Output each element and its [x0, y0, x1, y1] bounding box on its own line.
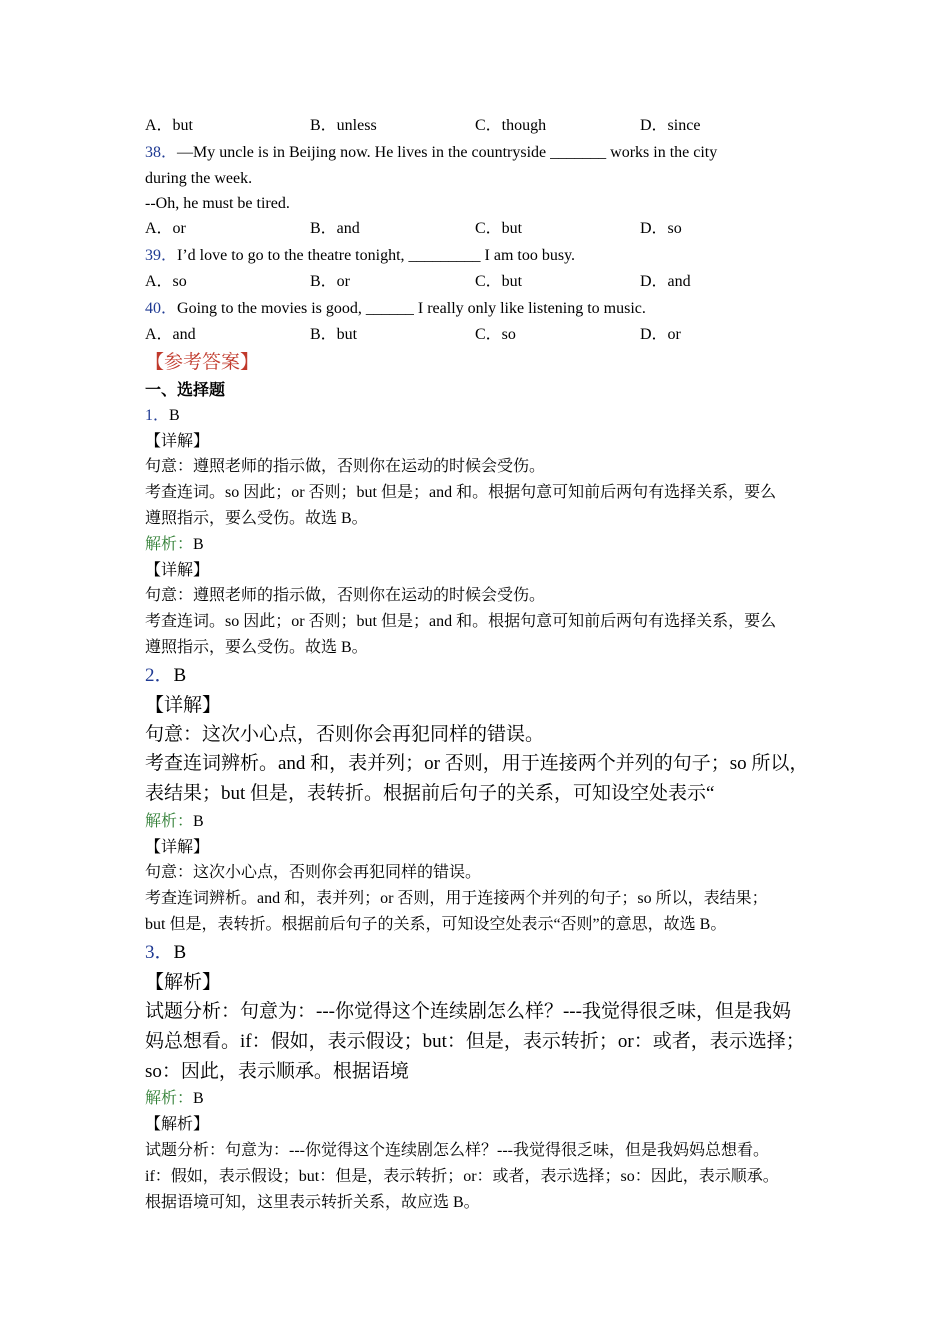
answer-2-detail-label-2: 【详解】 [145, 839, 210, 856]
answer-1-line: 句意：遵照老师的指示做，否则你在运动的时候会受伤。 [145, 458, 546, 475]
answer-3-line: if：假如，表示假设；but：但是，表示转折；or：或者，表示选择；so：因此，表示顺承。 [145, 1168, 779, 1185]
jiexi-label: 解析： [145, 536, 194, 553]
q38-stem-line3: --Oh, he must be tired. [145, 195, 290, 212]
q39-option-d: D．and [640, 273, 691, 290]
answer-3-jiexi [145, 1089, 204, 1109]
q40-text: Going to the movies is good, ______ I really only like listening to music. [177, 300, 646, 317]
section-title: 一、选择题 [145, 382, 226, 399]
answer-3-line: 根据语境可知，这里表示转折关系，故应选 B。 [145, 1194, 480, 1211]
q40-stem [145, 299, 646, 319]
answer-3-analysis-label: 【解析】 [145, 972, 222, 993]
answer-2-line: 考查连词辨析。and 和，表并列；or 否则，用于连接两个并列的句子；so 所以，表结果； [145, 890, 768, 907]
jiexi-value: B [193, 536, 204, 553]
q40-options [145, 325, 805, 345]
answer-1-line: 遵照指示，要么受伤。故选 B。 [145, 510, 368, 527]
answer-1-value: B [169, 407, 180, 424]
answer-2-title [145, 664, 186, 688]
answer-2-line: 句意：这次小心点，否则你会再犯同样的错误。 [145, 864, 482, 881]
answer-2-number: 2． [145, 665, 174, 686]
q37-option-c: C．though [475, 117, 547, 134]
q38-option-a: A．or [145, 220, 186, 237]
jiexi-label: 解析： [145, 813, 194, 830]
answer-3-value: B [173, 942, 187, 963]
q40-option-c: C．so [475, 326, 516, 343]
q38-options [145, 219, 805, 239]
answer-3-line: 试题分析：句意为：---你觉得这个连续剧怎么样？---我觉得很乏味，但是我妈 [145, 1001, 791, 1022]
answer-2-value: B [173, 665, 187, 686]
answer-2-line: 句意：这次小心点，否则你会再犯同样的错误。 [145, 724, 545, 745]
q39-options [145, 272, 805, 292]
answers-header: 【参考答案】 [145, 352, 260, 373]
q38-option-d: D．so [640, 220, 682, 237]
answer-2-jiexi [145, 812, 204, 832]
answer-1-title [145, 406, 180, 426]
q39-option-c: C．but [475, 273, 523, 290]
q39-number: 39． [145, 247, 178, 264]
answer-3-number: 3． [145, 942, 174, 963]
q40-option-a: A．and [145, 326, 196, 343]
answer-1-line: 遵照指示，要么受伤。故选 B。 [145, 639, 368, 656]
q40-option-b: B．but [310, 326, 358, 343]
q38-option-b: B．and [310, 220, 360, 237]
q39-option-b: B．or [310, 273, 351, 290]
answer-1-jiexi [145, 535, 204, 555]
q38-stem-line2: during the week. [145, 170, 253, 187]
q38-text: —My uncle is in Beijing now. He lives in the countryside _______ works in the city [177, 144, 718, 161]
answer-3-analysis-label-2: 【解析】 [145, 1116, 210, 1133]
answer-3-line: 妈总想看。if：假如，表示假设；but：但是，表示转折；or：或者，表示选择； [145, 1031, 805, 1052]
answer-3-line: so：因此，表示顺承。根据语境 [145, 1061, 409, 1082]
answer-2-line: 考查连词辨析。and 和，表并列；or 否则，用于连接两个并列的句子；so 所以， [145, 753, 809, 774]
answer-3-line: 试题分析：句意为：---你觉得这个连续剧怎么样？---我觉得很乏味，但是我妈妈总想看。 [145, 1142, 769, 1159]
jiexi-label: 解析： [145, 1090, 194, 1107]
answer-1-detail-label-2: 【详解】 [145, 562, 210, 579]
answer-1-detail-label: 【详解】 [145, 433, 210, 450]
q37-options [145, 116, 805, 136]
q39-text: I’d love to go to the theatre tonight, _________ I am too busy. [177, 247, 576, 264]
q37-option-b: B．unless [310, 117, 377, 134]
q40-option-d: D．or [640, 326, 681, 343]
jiexi-value: B [193, 813, 204, 830]
jiexi-value: B [193, 1090, 204, 1107]
answer-1-line: 句意：遵照老师的指示做，否则你在运动的时候会受伤。 [145, 587, 546, 604]
q37-option-a: A．but [145, 117, 194, 134]
q39-option-a: A．so [145, 273, 187, 290]
answer-1-line: 考查连词。so 因此；or 否则；but 但是；and 和。根据句意可知前后两句有选择关系，要么 [145, 613, 777, 630]
q38-number: 38． [145, 144, 178, 161]
q39-stem [145, 246, 575, 266]
q37-option-d: D．since [640, 117, 701, 134]
answer-2-detail-label: 【详解】 [145, 695, 222, 716]
answer-1-number: 1． [145, 407, 170, 424]
q38-stem-line1 [145, 143, 717, 163]
q40-number: 40． [145, 300, 178, 317]
q38-option-c: C．but [475, 220, 523, 237]
answer-2-line: but 但是，表转折。根据前后句子的关系，可知设空处表示“否则”的意思，故选 B。 [145, 916, 727, 933]
answer-2-line: 表结果；but 但是，表转折。根据前后句子的关系，可知设空处表示“ [145, 783, 715, 804]
answer-3-title [145, 941, 186, 965]
answer-1-line: 考查连词。so 因此；or 否则；but 但是；and 和。根据句意可知前后两句有选择关系，要么 [145, 484, 777, 501]
